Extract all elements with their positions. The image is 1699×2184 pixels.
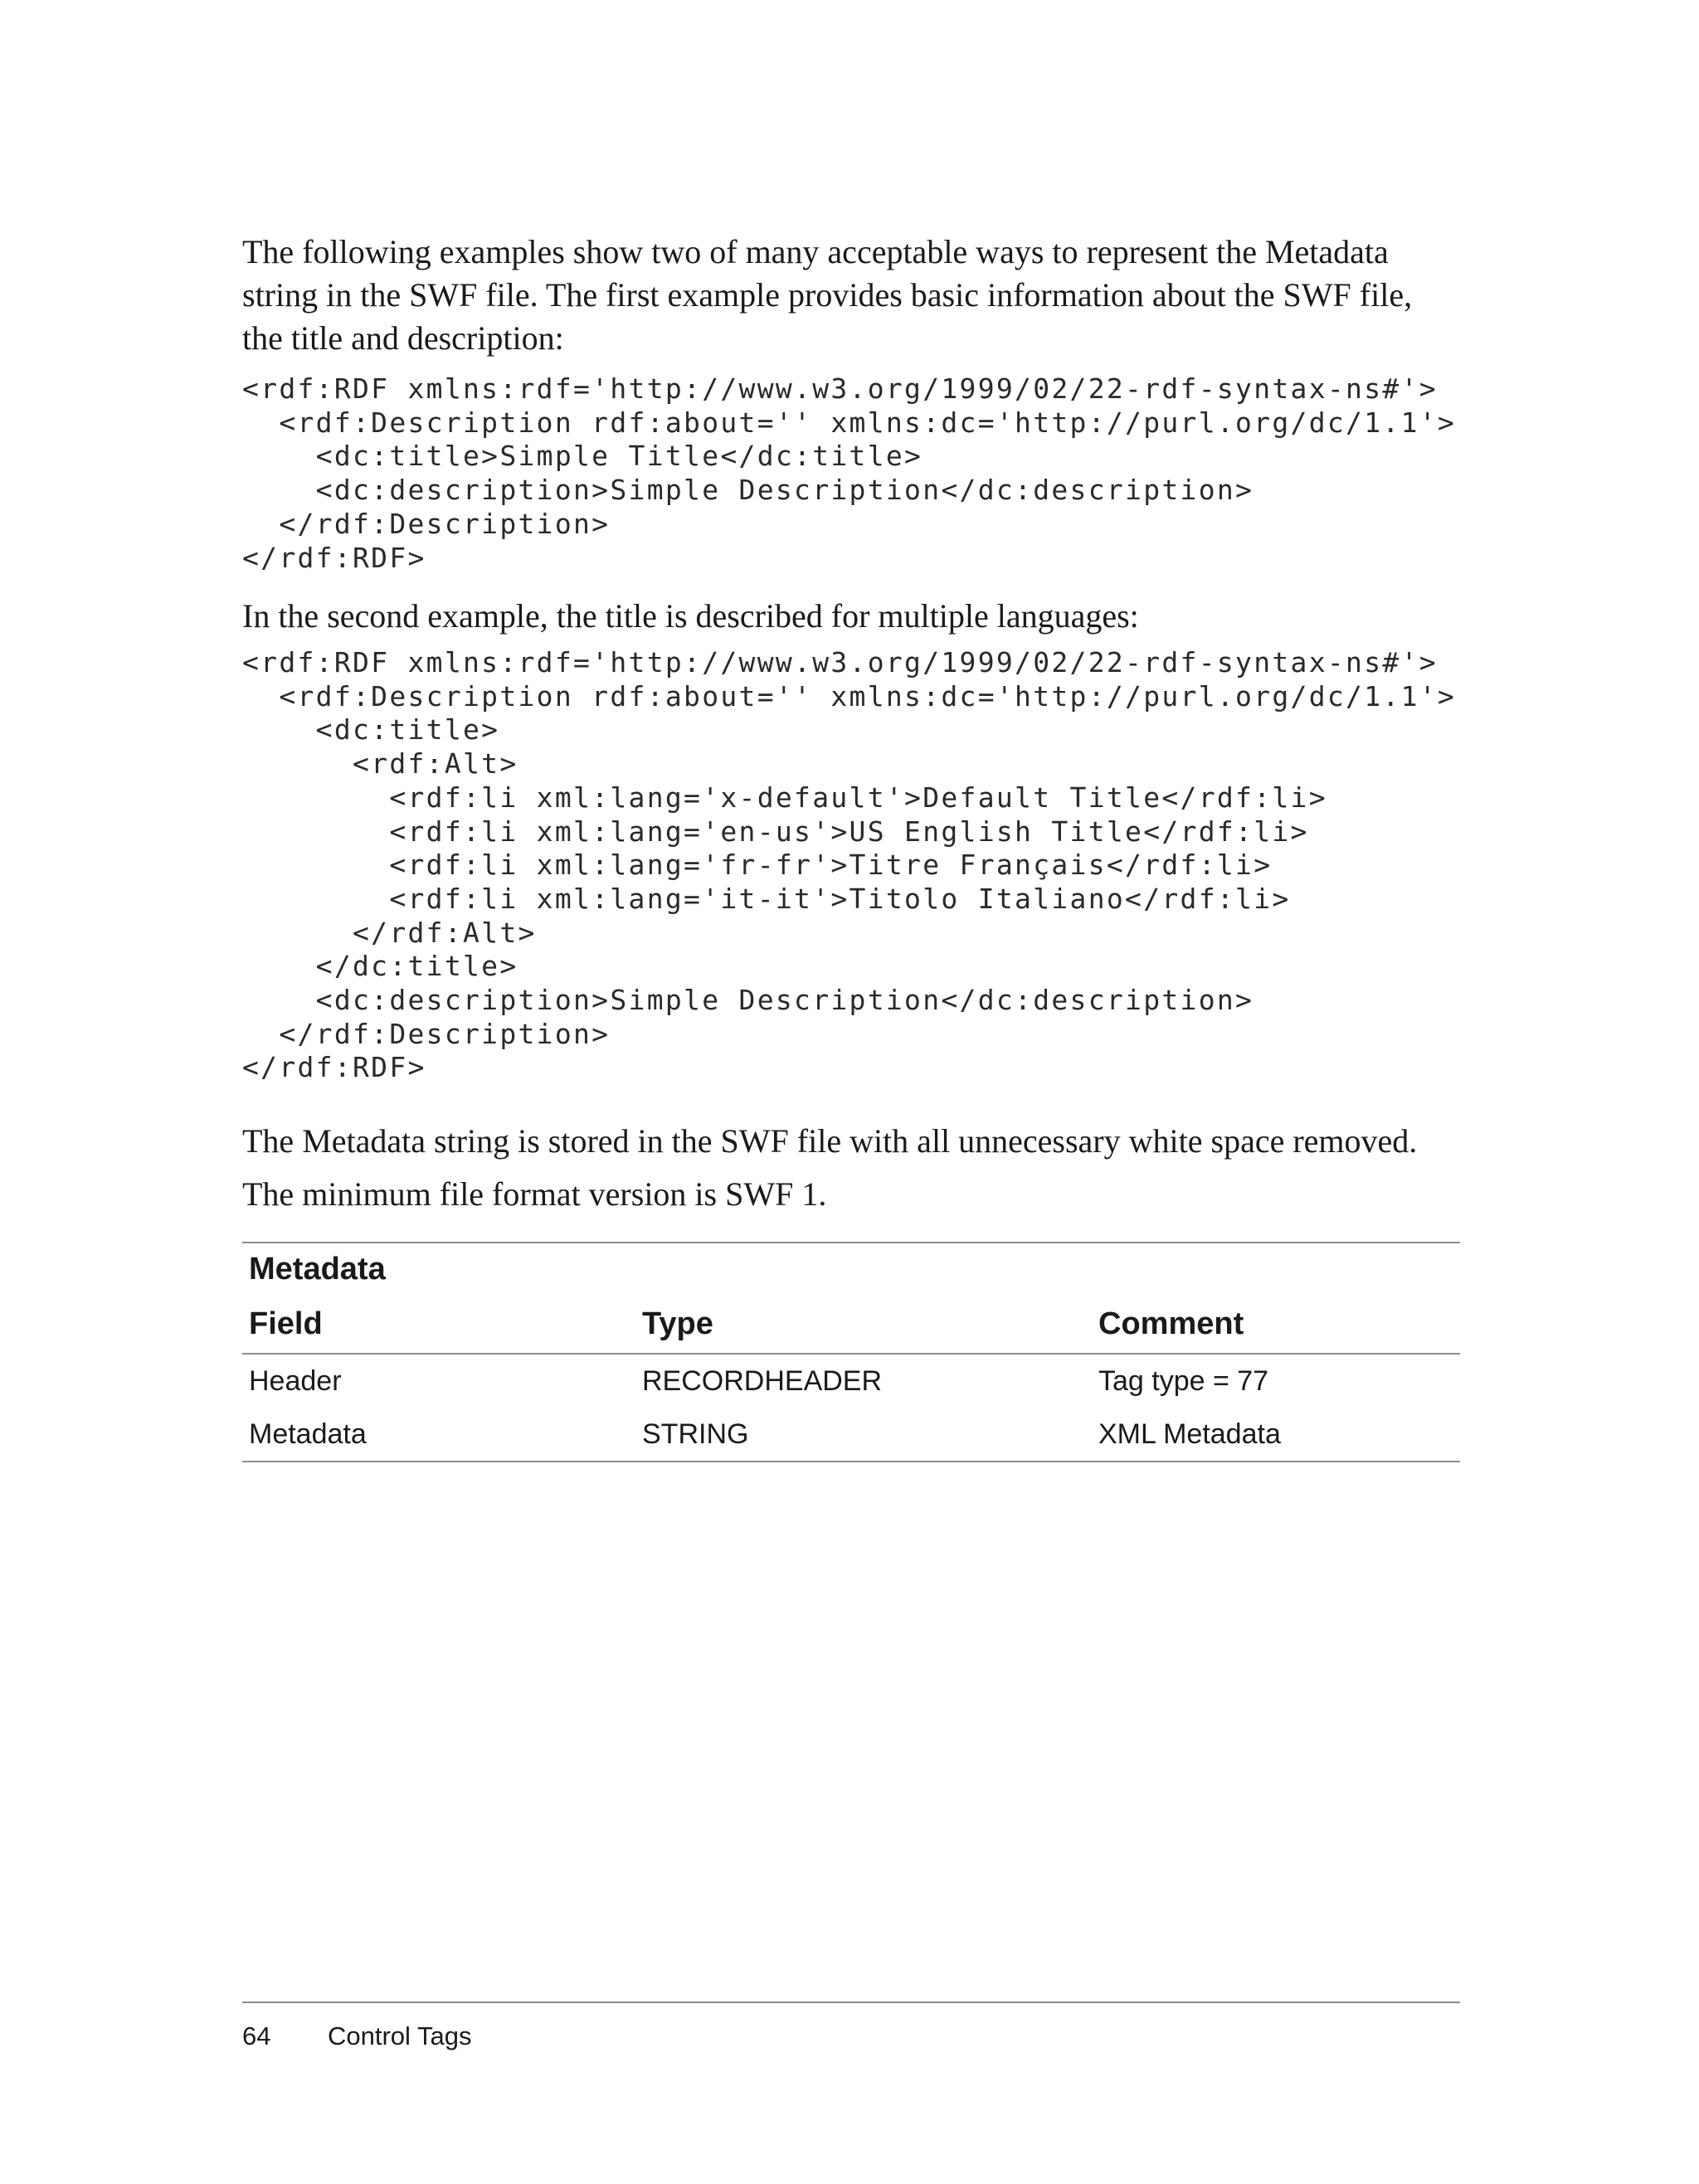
table-row (242, 1408, 1460, 1461)
cell-field: Header (249, 1365, 342, 1397)
code-example-1: <rdf:RDF xmlns:rdf='http://www.w3.org/1999/02/22-rdf-syntax-ns#'> <rdf:Description rdf:about='' xmlns:dc='http://purl.org/dc/1.1'> <dc:title>Simple Title</dc:title> <dc:description>Simple Description</dc:description> </rdf:Description> </rdf:RDF> (242, 372, 1457, 574)
column-header-field: Field (249, 1306, 323, 1341)
table-title: Metadata (249, 1252, 386, 1287)
storage-note-paragraph: The Metadata string is stored in the SWF file with all unnecessary white space removed. (242, 1122, 1418, 1160)
second-example-paragraph: In the second example, the title is described for multiple languages: (242, 597, 1139, 635)
intro-paragraph: The following examples show two of many acceptable ways to represent the Metadata string in the SWF file. The first example provides basic information about the SWF file, the title and description: (242, 233, 1413, 357)
cell-comment: XML Metadata (1098, 1418, 1281, 1450)
column-header-comment: Comment (1098, 1306, 1244, 1341)
cell-comment: Tag type = 77 (1098, 1365, 1269, 1397)
table-header-row (242, 1295, 1460, 1355)
metadata-table (242, 1242, 1460, 1462)
page-footer (242, 2002, 1460, 2050)
table-row (242, 1355, 1460, 1408)
cell-field: Metadata (249, 1418, 367, 1450)
code-example-2: <rdf:RDF xmlns:rdf='http://www.w3.org/1999/02/22-rdf-syntax-ns#'> <rdf:Description rdf:about='' xmlns:dc='http://purl.org/dc/1.1'> <dc:title> <rdf:Alt> <rdf:li xml:lang='x-default'>Default Title</rdf:li> <rdf:li xml:lang='en-us'>US English Title</rdf:li> <rdf:li xml:lang='fr-fr'>Titre Français</rdf:li> <rdf:li xml:lang='it-it'>Titolo Italiano</rdf:li> </rdf:Alt> </dc:title> <dc:description>Simple Description</dc:description> </rdf:Description> </rdf:RDF> (242, 646, 1457, 1084)
cell-type: RECORDHEADER (642, 1365, 883, 1397)
document-page (242, 0, 1460, 2184)
cell-type: STRING (642, 1418, 749, 1450)
column-header-type: Type (642, 1306, 713, 1341)
page-number: 64 (242, 2021, 271, 2050)
min-version-paragraph: The minimum file format version is SWF 1. (242, 1175, 827, 1213)
section-title: Control Tags (328, 2021, 472, 2050)
